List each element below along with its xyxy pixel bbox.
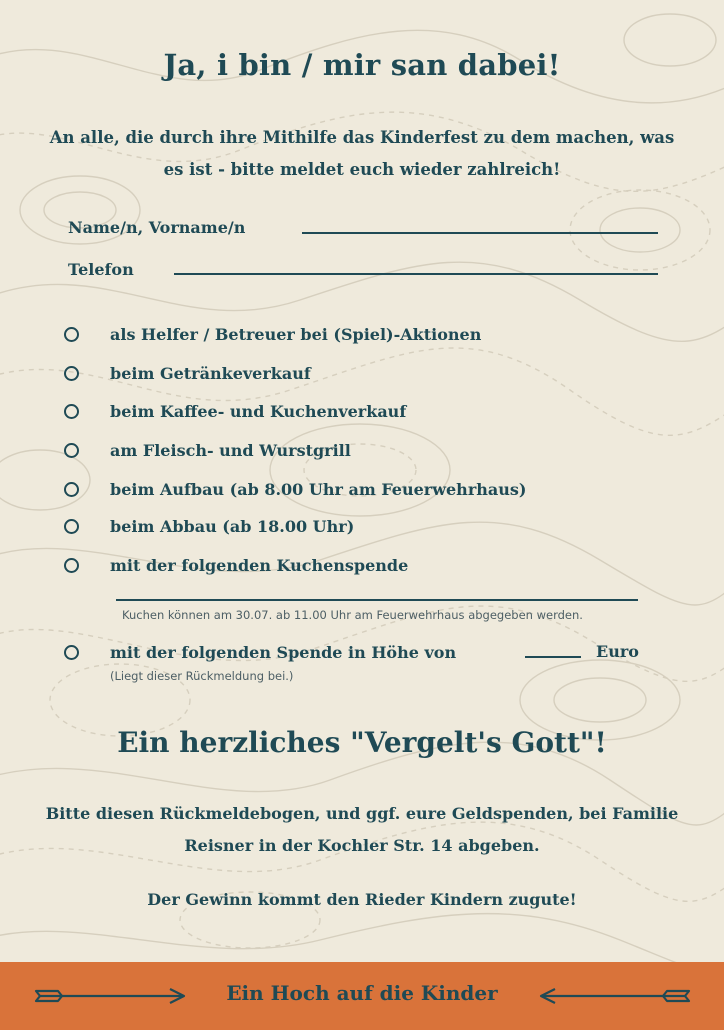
option-label: mit der folgenden Spende in Höhe von xyxy=(110,642,457,662)
option-label: beim Getränkeverkauf xyxy=(110,363,311,383)
option-label: beim Aufbau (ab 8.00 Uhr am Feuerwehrhaus) xyxy=(110,479,527,499)
radio-circle-icon[interactable] xyxy=(64,645,79,660)
option-label: am Fleisch- und Wurstgrill xyxy=(110,440,351,460)
radio-circle-icon[interactable] xyxy=(64,558,79,573)
radio-circle-icon[interactable] xyxy=(64,404,79,419)
option-teardown[interactable] xyxy=(64,514,355,538)
cake-note: Kuchen können am 30.07. ab 11.00 Uhr am Feuerwehrhaus abgegeben werden. xyxy=(122,608,583,622)
option-helper[interactable] xyxy=(64,322,482,346)
radio-circle-icon[interactable] xyxy=(64,482,79,497)
profit-note: Der Gewinn kommt den Rieder Kindern zugute! xyxy=(147,890,577,909)
page-title: Ja, i bin / mir san dabei! xyxy=(163,48,561,82)
cake-donation-field[interactable] xyxy=(116,599,638,601)
arrow-left-icon xyxy=(536,982,691,1010)
footer-band xyxy=(0,962,724,1030)
donation-amount-field[interactable] xyxy=(525,656,581,658)
phone-field[interactable] xyxy=(174,273,658,275)
footer-slogan: Ein Hoch auf die Kinder xyxy=(226,981,498,1005)
option-setup[interactable] xyxy=(64,477,527,501)
option-label: als Helfer / Betreuer bei (Spiel)-Aktionen xyxy=(110,324,482,344)
name-field[interactable] xyxy=(302,232,658,234)
radio-circle-icon[interactable] xyxy=(64,443,79,458)
thanks-heading: Ein herzliches "Vergelt's Gott"! xyxy=(117,726,607,759)
option-drinks[interactable] xyxy=(64,361,311,385)
option-grill[interactable] xyxy=(64,438,351,462)
name-field-label: Name/n, Vorname/n xyxy=(68,218,246,237)
option-money-donation[interactable] xyxy=(64,640,664,664)
radio-circle-icon[interactable] xyxy=(64,366,79,381)
radio-circle-icon[interactable] xyxy=(64,519,79,534)
option-label: beim Abbau (ab 18.00 Uhr) xyxy=(110,516,355,536)
option-cake-donation[interactable] xyxy=(64,553,409,577)
option-label: mit der folgenden Kuchenspende xyxy=(110,555,409,575)
return-instructions: Bitte diesen Rückmeldebogen, und ggf. eure Geldspenden, bei Familie Reisner in der Kochler Str. 14 abgeben. xyxy=(45,804,679,855)
option-coffee-cake[interactable] xyxy=(64,399,407,423)
phone-field-label: Telefon xyxy=(68,260,134,279)
currency-label: Euro xyxy=(596,642,639,661)
option-label: beim Kaffee- und Kuchenverkauf xyxy=(110,401,407,421)
intro-text: An alle, die durch ihre Mithilfe das Kinderfest zu dem machen, was es ist - bitte meldet euch wieder zahlreich! xyxy=(49,128,675,179)
radio-circle-icon[interactable] xyxy=(64,327,79,342)
donation-note: (Liegt dieser Rückmeldung bei.) xyxy=(110,669,294,683)
